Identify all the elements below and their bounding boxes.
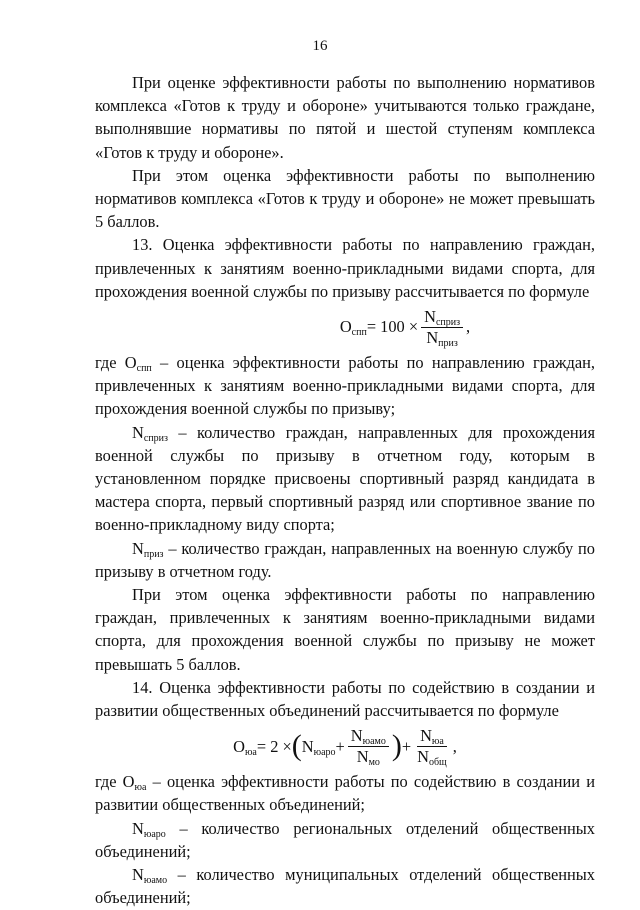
formula-oua	[95, 722, 595, 770]
definition-oua: где $О_{юа}$ – оценка эффективности работы по содействию в создании и развитии общественных объединений;	[95, 772, 595, 815]
formula-plus: +	[401, 736, 412, 756]
close-paren: )	[391, 729, 402, 763]
formula-tail: ,	[452, 736, 457, 756]
page-number: 16	[312, 38, 328, 54]
open-paren: (	[291, 729, 302, 763]
paragraph-military-limit: При этом оценка эффективности работы по направлению граждан, привлеченных к занятиям военно-прикладными видами спорта, для прохождения военной службы по призыву не может превышать 5 баллов.	[95, 585, 595, 674]
formula-fraction	[414, 727, 450, 766]
formula-lhs: $О_{спп}$	[339, 317, 367, 339]
formula-tail: ,	[466, 317, 471, 337]
fraction-numerator: $N_{юа}$	[417, 727, 447, 747]
formula-fraction	[348, 727, 389, 766]
formula-term: $N_{юаро}$	[301, 736, 336, 758]
definition-npriz: $N_{приз}$ – количество граждан, направленных на военную службу по призыву в отчетном году.	[95, 538, 595, 581]
paragraph-gto-limit: При этом оценка эффективности работы по выполнению нормативов комплекса «Готов к труду и обороне» не может превышать 5 баллов.	[95, 165, 595, 232]
formula-eq: = 2 ×	[256, 736, 292, 756]
definition-nuamo: $N_{юамо}$ – количество муниципальных отделений общественных объединений;	[95, 865, 595, 908]
page-body	[95, 71, 595, 910]
fraction-numerator: $N_{юамо}$	[348, 727, 389, 747]
formula-ospp	[215, 303, 595, 351]
paragraph-gto-grades: При оценке эффективности работы по выполнению нормативов комплекса «Готов к труду и обороне» учитываются только граждане, выполнявшие нормативы по пятой и шестой ступеням комплекса «Готов к труду и обороне».	[95, 73, 595, 162]
fraction-denominator: $N_{мо}$	[356, 746, 380, 768]
definition-ospp: где $О_{спп}$ – оценка эффективности работы по направлению граждан, привлеченных к занятиям военно-прикладными видами спорта, для прохождения военной службы по призыву;	[95, 353, 595, 419]
fraction-numerator: $N_{сприз}$	[421, 308, 463, 328]
definition-nspriz: $N_{сприз}$ – количество граждан, направленных для прохождения военной службы по призыву в отчетном году, которым в установленном порядке присвоены спортивный разряд кандидата в мастера спорта, первый спортивный разряд или спортивное звание по военно-прикладному виду спорта;	[95, 422, 595, 535]
formula-fraction	[421, 308, 463, 347]
paragraph-item-13: 13. Оценка эффективности работы по направлению граждан, привлеченных к занятиям военно-прикладными видами спорта, для прохождения военной службы по призыву рассчитывается по формуле	[95, 235, 595, 301]
formula-eq: = 100 ×	[366, 317, 419, 337]
paragraph-item-14: 14. Оценка эффективности работы по содействию в создании и развитии общественных объединений рассчитывается по формуле	[95, 677, 595, 721]
definition-nuaro: $N_{юаро}$ – количество региональных отделений общественных объединений;	[95, 818, 595, 861]
fraction-denominator: $N_{приз}$	[426, 327, 458, 349]
fraction-denominator: $N_{общ}$	[417, 746, 447, 768]
formula-plus: +	[335, 736, 345, 756]
formula-lhs: $О_{юа}$	[233, 736, 257, 758]
